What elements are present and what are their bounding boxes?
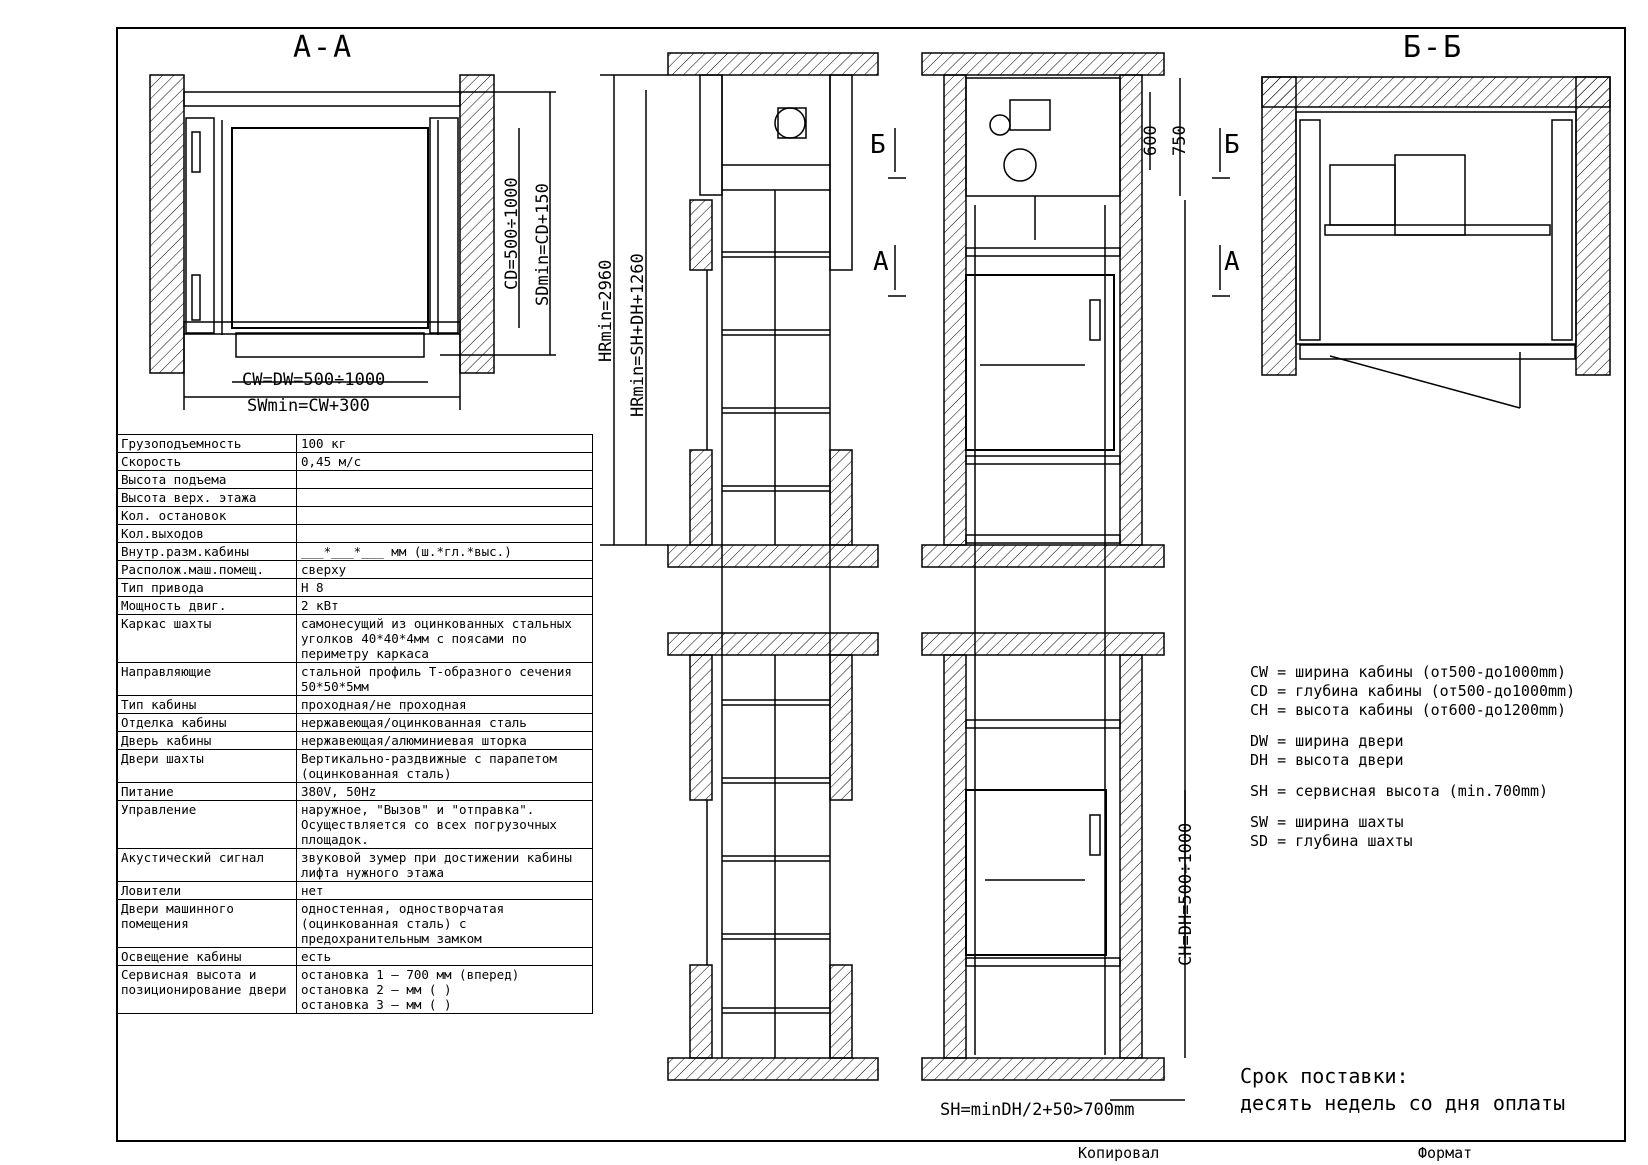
- spec-row: [117, 435, 593, 453]
- spec-key: Располож.маш.помещ.: [117, 561, 297, 579]
- cut-b-left-label: Б: [870, 130, 886, 160]
- shaft-elevation-right: [922, 53, 1185, 1100]
- spec-row: [117, 489, 593, 507]
- legend-item: CH = высота кабины (от600-до1200mm): [1250, 701, 1567, 719]
- dim-hr-min-value: HRmin=2960: [596, 259, 616, 362]
- spec-value: остановка 1 – 700 мм (вперед) остановка 2 – мм ( ) остановка 3 – мм ( ): [297, 966, 593, 1014]
- spec-key: Управление: [117, 801, 297, 849]
- stamp-format: Формат: [1418, 1144, 1473, 1162]
- cut-a-right-label: А: [1224, 247, 1240, 277]
- spec-value: наружное, "Вызов" и "отправка". Осуществляется со всех погрузочных площадок.: [297, 801, 593, 849]
- spec-value: 0,45 м/с: [297, 453, 593, 471]
- delivery-note: [1240, 1063, 1565, 1117]
- dim-750: 750: [1170, 125, 1190, 156]
- legend-item: CW = ширина кабины (от500-до1000mm): [1250, 663, 1567, 681]
- spec-row: [117, 597, 593, 615]
- spec-value: [297, 525, 593, 543]
- spec-key: Скорость: [117, 453, 297, 471]
- spec-row: [117, 615, 593, 663]
- legend-item: DH = высота двери: [1250, 751, 1404, 769]
- spec-value: 380V, 50Hz: [297, 783, 593, 801]
- spec-key: Тип кабины: [117, 696, 297, 714]
- spec-key: Двери машинного помещения: [117, 900, 297, 948]
- section-bb-plan: [1262, 77, 1610, 408]
- legend-item: SD = глубина шахты: [1250, 832, 1413, 850]
- spec-key: Тип привода: [117, 579, 297, 597]
- spec-value: 2 кВт: [297, 597, 593, 615]
- delivery-line-2: десять недель со дня оплаты: [1240, 1091, 1566, 1115]
- dim-cd: CD=500÷1000: [502, 177, 522, 290]
- legend-item: SW = ширина шахты: [1250, 813, 1404, 831]
- spec-row: [117, 453, 593, 471]
- spec-value: нержавеющая/оцинкованная сталь: [297, 714, 593, 732]
- spec-key: Кол.выходов: [117, 525, 297, 543]
- legend-item: DW = ширина двери: [1250, 732, 1404, 750]
- spec-row: [117, 882, 593, 900]
- spec-key: Мощность двиг.: [117, 597, 297, 615]
- spec-value: стальной профиль Т-образного сечения 50*50*5мм: [297, 663, 593, 696]
- spec-table: [116, 434, 593, 1014]
- spec-value: есть: [297, 948, 593, 966]
- spec-row: [117, 543, 593, 561]
- legend-item: SH = сервисная высота (min.700mm): [1250, 782, 1549, 800]
- cut-b-right-label: Б: [1224, 130, 1240, 160]
- spec-key: Отделка кабины: [117, 714, 297, 732]
- spec-value: одностенная, одностворчатая (оцинкованная сталь) с предохранительным замком: [297, 900, 593, 948]
- spec-value: нержавеющая/алюминиевая шторка: [297, 732, 593, 750]
- spec-row: [117, 966, 593, 1014]
- spec-key: Высота подъема: [117, 471, 297, 489]
- spec-key: Двери шахты: [117, 750, 297, 783]
- dim-ch-dh: CH=DH=500÷1000: [1176, 822, 1196, 966]
- legend: [1250, 663, 1575, 851]
- spec-value: сверху: [297, 561, 593, 579]
- cut-a-left-label: А: [873, 247, 889, 277]
- spec-key: Акустический сигнал: [117, 849, 297, 882]
- section-aa-title: А-А: [293, 30, 354, 65]
- section-aa-plan: [150, 75, 556, 410]
- dim-cw-dw: CW=DW=500÷1000: [242, 370, 386, 390]
- spec-value: нет: [297, 882, 593, 900]
- spec-value: [297, 471, 593, 489]
- spec-row: [117, 696, 593, 714]
- spec-value: проходная/не проходная: [297, 696, 593, 714]
- spec-row: [117, 900, 593, 948]
- spec-value: Н 8: [297, 579, 593, 597]
- spec-row: [117, 663, 593, 696]
- spec-row: [117, 525, 593, 543]
- spec-key: Внутр.разм.кабины: [117, 543, 297, 561]
- shaft-elevation-left: [600, 53, 878, 1080]
- spec-value: самонесущий из оцинкованных стальных уголков 40*40*4мм с поясами по периметру каркаса: [297, 615, 593, 663]
- spec-key: Дверь кабины: [117, 732, 297, 750]
- spec-value: 100 кг: [297, 435, 593, 453]
- spec-key: Освещение кабины: [117, 948, 297, 966]
- spec-value: ___*___*___ мм (ш.*гл.*выс.): [297, 543, 593, 561]
- spec-key: Направляющие: [117, 663, 297, 696]
- spec-key: Кол. остановок: [117, 507, 297, 525]
- spec-value: [297, 489, 593, 507]
- stamp-copied: Копировал: [1078, 1144, 1160, 1162]
- dim-600: 600: [1141, 125, 1161, 156]
- spec-row: [117, 579, 593, 597]
- dim-sd-min: SDmin=CD+150: [533, 183, 553, 306]
- spec-key: Сервисная высота и позиционирование двери: [117, 966, 297, 1014]
- delivery-line-1: Срок поставки:: [1240, 1064, 1409, 1088]
- spec-row: [117, 849, 593, 882]
- spec-row: [117, 507, 593, 525]
- spec-key: Высота верх. этажа: [117, 489, 297, 507]
- section-bb-title: Б-Б: [1403, 30, 1464, 65]
- spec-row: [117, 801, 593, 849]
- spec-key: Питание: [117, 783, 297, 801]
- spec-key: Каркас шахты: [117, 615, 297, 663]
- spec-row: [117, 732, 593, 750]
- spec-row: [117, 750, 593, 783]
- spec-value: [297, 507, 593, 525]
- spec-row: [117, 561, 593, 579]
- spec-value: звуковой зумер при достижении кабины лифта нужного этажа: [297, 849, 593, 882]
- spec-row: [117, 714, 593, 732]
- spec-row: [117, 948, 593, 966]
- spec-row: [117, 471, 593, 489]
- dim-sw-min: SWmin=CW+300: [247, 396, 370, 416]
- dim-sh: SH=minDH/2+50>700mm: [940, 1100, 1135, 1120]
- spec-key: Грузоподъемность: [117, 435, 297, 453]
- spec-key: Ловители: [117, 882, 297, 900]
- legend-item: CD = глубина кабины (от500-до1000mm): [1250, 682, 1576, 700]
- spec-row: [117, 783, 593, 801]
- dim-hr-min-formula: HRmin=SH+DH+1260: [628, 253, 648, 417]
- spec-value: Вертикально-раздвижные с парапетом (оцинкованная сталь): [297, 750, 593, 783]
